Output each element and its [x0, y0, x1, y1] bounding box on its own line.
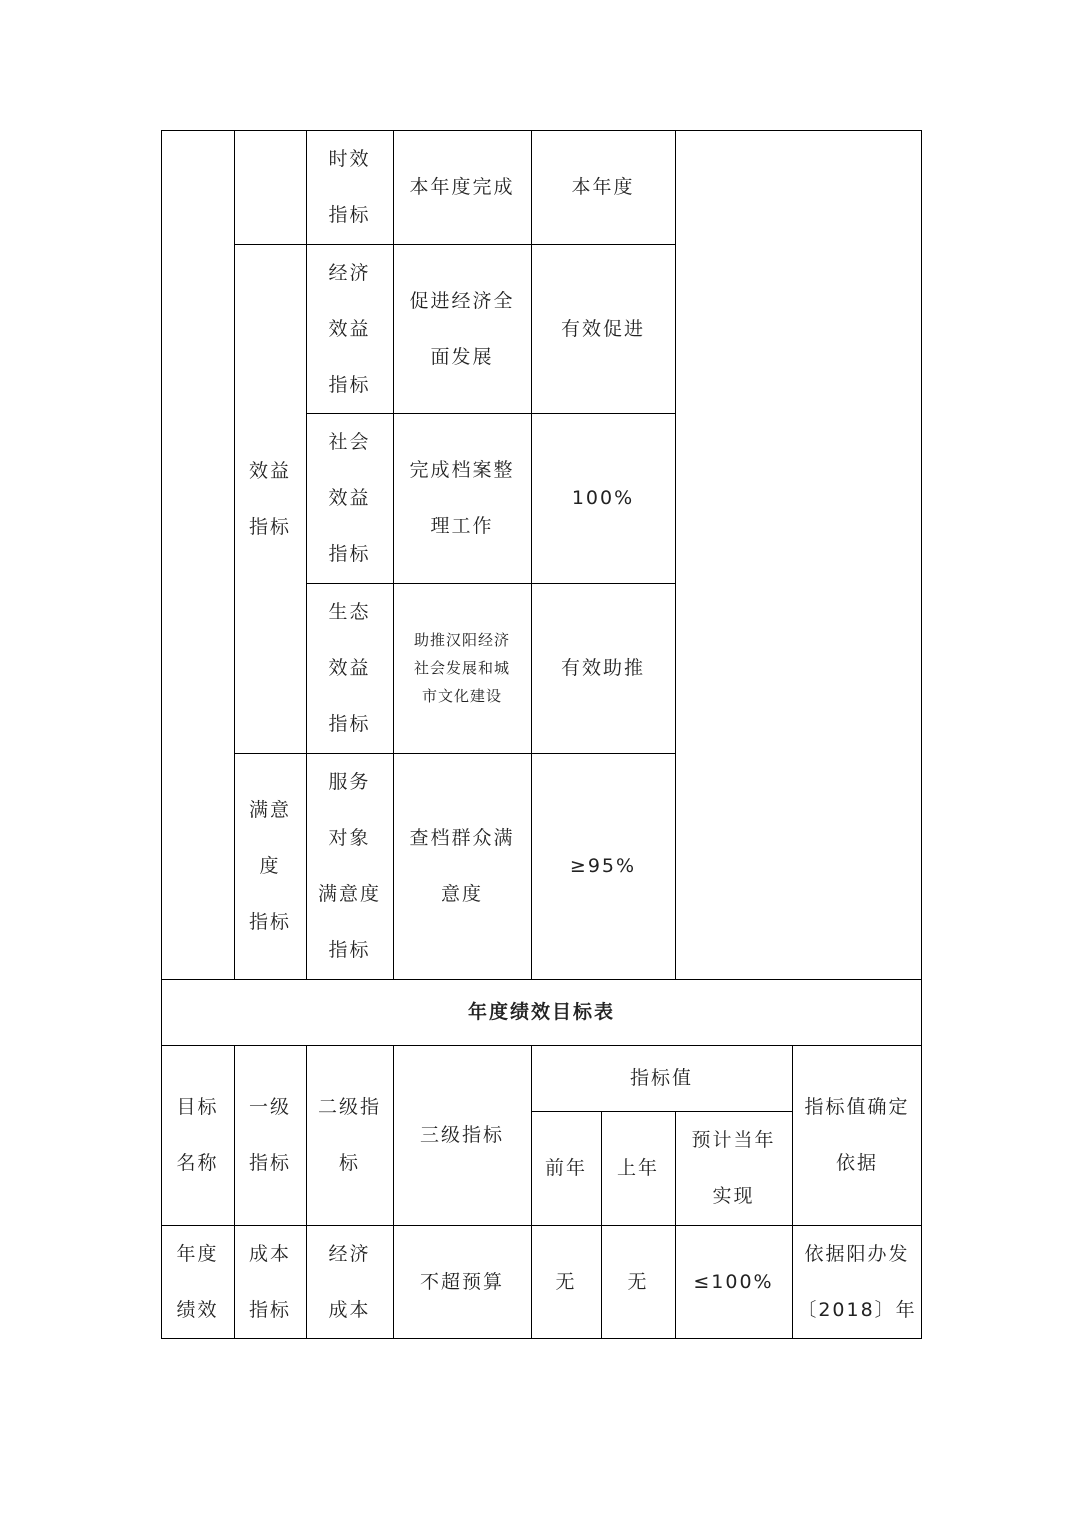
cell-text-line: 无 [627, 1271, 649, 1293]
cell-text-line: 效益 [328, 657, 371, 679]
cell-text-line: 100% [571, 487, 635, 509]
cell-text-line: 有效助推 [560, 657, 645, 679]
header-level3 [393, 1045, 531, 1225]
header-target-name [161, 1045, 234, 1225]
cell-text-line: 不超预算 [419, 1271, 504, 1293]
cell-text-line: 依据阳办发 [804, 1243, 910, 1265]
cell-text-line: 本年度完成 [409, 176, 515, 198]
cell-text-line: 本年度 [571, 176, 635, 198]
row-last-year [601, 1225, 675, 1339]
cell-text-line: 一级 [248, 1096, 291, 1118]
grid-line [601, 1111, 602, 1339]
cell-text-line: 经济 [328, 1243, 371, 1265]
grid-line [306, 130, 307, 979]
cell-text-line: 意度 [440, 883, 483, 905]
timeliness-indicator-label [306, 130, 393, 244]
grid-line [161, 1045, 922, 1046]
cell-text-line: 依据 [835, 1152, 878, 1174]
cell-text-line: 指标 [328, 939, 371, 961]
cell-text-line: 面发展 [430, 345, 494, 368]
social-benefit-label [306, 413, 393, 583]
header-level1 [234, 1045, 306, 1225]
cell-text-line: 年度 [176, 1243, 219, 1265]
ecological-benefit-content [393, 583, 531, 753]
cell-text-line: 指标 [248, 1299, 291, 1321]
grid-line [234, 244, 675, 245]
row-level2 [306, 1225, 393, 1339]
cell-text-line: 指标 [248, 911, 291, 933]
satisfaction-l3-label [306, 753, 393, 979]
cell-text-line: 无 [555, 1271, 577, 1293]
cell-text-line: 生态 [328, 601, 371, 623]
cell-text-line: 社会发展和城 [413, 659, 510, 677]
ecological-benefit-value [531, 583, 675, 753]
cell-text-line: 市文化建设 [421, 687, 502, 705]
benefit-indicator-label [234, 244, 306, 753]
cell-text-line: 时效 [328, 148, 371, 170]
row-basis [792, 1225, 922, 1339]
cell-text-line: 指标 [248, 515, 291, 538]
cell-text-line: 成本 [248, 1243, 291, 1265]
annual-table-title [161, 979, 922, 1045]
grid-line [393, 130, 394, 979]
grid-line [675, 130, 676, 979]
row-level1 [234, 1225, 306, 1339]
cell-text-line: 〔2018〕年 [797, 1299, 917, 1321]
grid-line [306, 413, 675, 414]
satisfaction-value [531, 753, 675, 979]
satisfaction-content [393, 753, 531, 979]
cell-text-line: 目标 [176, 1096, 219, 1118]
timeliness-indicator-value [531, 130, 675, 244]
header-basis [792, 1045, 922, 1225]
cell-text-line: 有效促进 [560, 317, 645, 340]
cell-text-line: 指标 [328, 204, 371, 226]
header-prev-year [531, 1111, 601, 1225]
row-level3 [393, 1225, 531, 1339]
header-indicator-value [531, 1045, 792, 1111]
grid-line [675, 1111, 676, 1339]
economic-benefit-value [531, 244, 675, 413]
row-target-name [161, 1225, 234, 1339]
cell-text-line: 实现 [712, 1185, 755, 1207]
cell-text-line: 经济 [328, 261, 371, 284]
table-border-top [161, 130, 922, 131]
header-last-year [601, 1111, 675, 1225]
performance-table [161, 130, 922, 1339]
grid-line [306, 1045, 307, 1339]
grid-line [161, 979, 922, 980]
grid-line [393, 1045, 394, 1339]
social-benefit-content [393, 413, 531, 583]
economic-benefit-content [393, 244, 531, 413]
table-border-left [161, 130, 162, 1339]
ecological-benefit-label [306, 583, 393, 753]
cell-text-line: 名称 [176, 1152, 219, 1174]
cell-text-line: 上年 [616, 1157, 659, 1179]
cell-text-line: 绩效 [176, 1299, 219, 1321]
cell-text-line: 满意 [248, 799, 291, 821]
timeliness-indicator-content [393, 130, 531, 244]
cell-text-line: 满意度 [317, 883, 381, 905]
cell-text-line: 效益 [328, 487, 371, 509]
cell-text-line: 服务 [328, 771, 371, 793]
cell-text-line: ≥95% [569, 855, 637, 877]
cell-text-line: 指标 [248, 1152, 291, 1174]
cell-text-line: 完成档案整 [409, 459, 515, 481]
cell-text-line: 指标 [328, 713, 371, 735]
grid-line [531, 1045, 532, 1339]
cell-text-line: 指标值确定 [804, 1096, 910, 1118]
cell-text-line: 成本 [328, 1299, 371, 1321]
annual-table-title-text: 年度绩效目标表 [467, 1001, 615, 1023]
cell-text-line: 度 [259, 855, 281, 877]
grid-line [234, 1045, 235, 1339]
cell-text-line: 前年 [544, 1157, 587, 1179]
grid-line [234, 753, 675, 754]
grid-line [306, 583, 675, 584]
row-prev-year [531, 1225, 601, 1339]
table-border-right [921, 130, 922, 1339]
satisfaction-indicator-label [234, 753, 306, 979]
cell-text-line: 效益 [328, 317, 371, 340]
cell-text-line: 标 [338, 1152, 360, 1174]
cell-text-line: 理工作 [430, 515, 494, 537]
grid-line [161, 1225, 922, 1226]
cell-text-line: 对象 [328, 827, 371, 849]
cell-text-line: 三级指标 [419, 1124, 504, 1146]
cell-text-line: 效益 [248, 459, 291, 482]
cell-text-line: 指标值 [629, 1067, 693, 1089]
grid-line [531, 1111, 792, 1112]
cell-text-line: 促进经济全 [409, 289, 515, 312]
header-expected [675, 1111, 792, 1225]
cell-text-line: 查档群众满 [409, 827, 515, 849]
cell-text-line: 指标 [328, 543, 371, 565]
social-benefit-value [531, 413, 675, 583]
cell-text-line: 助推汉阳经济 [413, 631, 510, 649]
cell-text-line: 预计当年 [691, 1129, 776, 1151]
row-expected [675, 1225, 792, 1339]
header-level2 [306, 1045, 393, 1225]
cell-text-line: 社会 [328, 431, 371, 453]
cell-text-line: 指标 [328, 373, 371, 396]
grid-line [234, 130, 235, 979]
economic-benefit-label [306, 244, 393, 413]
cell-text-line: 二级指 [317, 1096, 381, 1118]
cell-text-line: ≤100% [693, 1271, 774, 1293]
grid-line [531, 130, 532, 979]
table-border-bottom [161, 1338, 922, 1339]
grid-line [792, 1045, 793, 1339]
